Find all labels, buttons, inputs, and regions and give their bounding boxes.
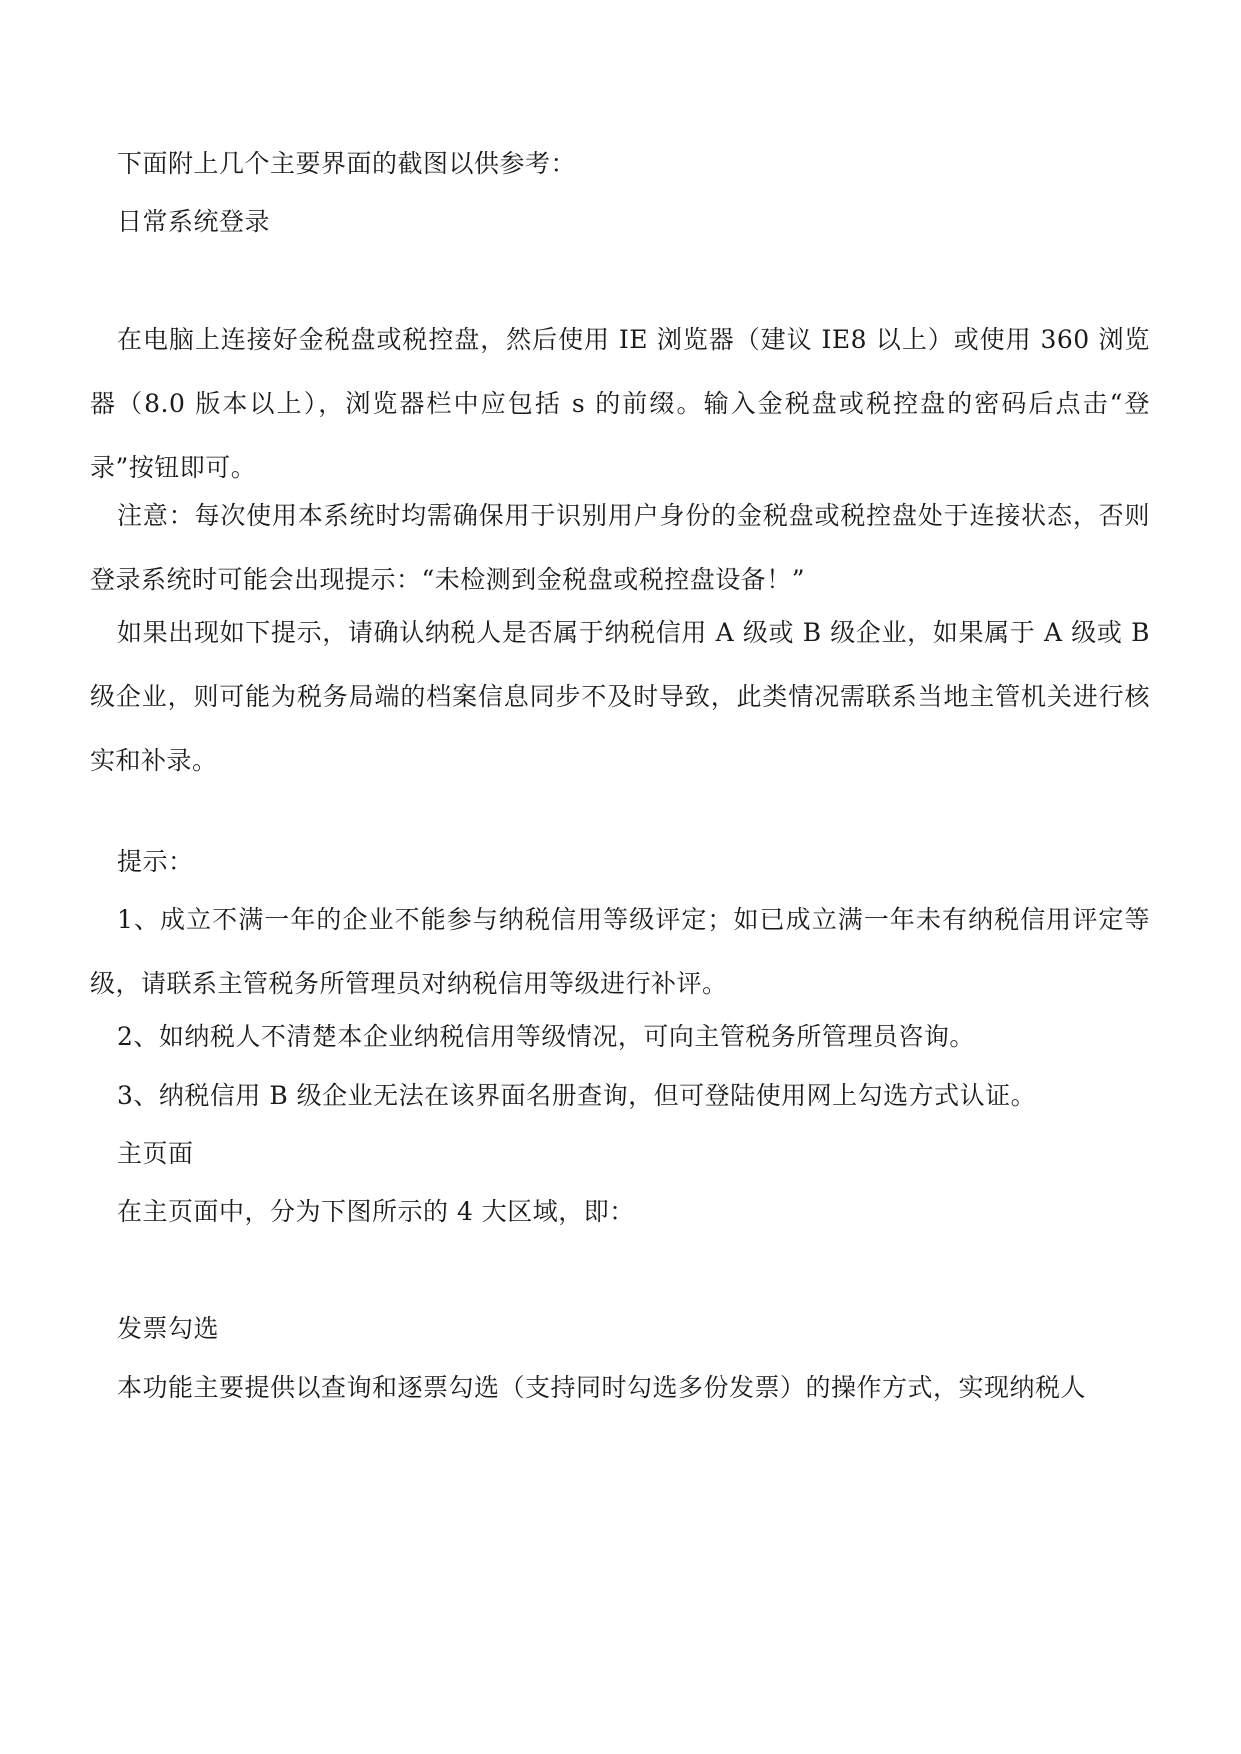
paragraph-intro: 下面附上几个主要界面的截图以供参考： bbox=[117, 149, 577, 178]
paragraph-credit-level: 如果出现如下提示，请确认纳税人是否属于纳税信用 A 级或 B 级企业，如果属于 A 级或 B 级企业，则可能为税务局端的档案信息同步不及时导致，此类情况需联系当地主管机关进行核实和补录。 bbox=[90, 618, 1150, 775]
tip-item-2: 2、如纳税人不清楚本企业纳税信用等级情况，可向主管税务所管理员咨询。 bbox=[117, 1022, 975, 1051]
heading-invoice-selection: 发票勾选 bbox=[117, 1314, 220, 1343]
tip-item-3: 3、纳税信用 B 级企业无法在该界面名册查询，但可登陆使用网上勾选方式认证。 bbox=[117, 1081, 1037, 1110]
paragraph-login-steps: 在电脑上连接好金税盘或税控盘，然后使用 IE 浏览器（建议 IE8 以上）或使用 360 浏览器（8.0 版本以上），浏览器栏中应包括 s 的前缀。输入金税盘或税控盘的密码后点击“登录”按钮即可。 bbox=[90, 325, 1150, 482]
heading-daily-login: 日常系统登录 bbox=[117, 207, 271, 236]
paragraph-notice: 注意：每次使用本系统时均需确保用于识别用户身份的金税盘或税控盘处于连接状态，否则登录系统时可能会出现提示：“未检测到金税盘或税控盘设备！” bbox=[90, 501, 1150, 594]
heading-tips: 提示： bbox=[117, 847, 194, 876]
paragraph-invoice-selection: 本功能主要提供以查询和逐票勾选（支持同时勾选多份发票）的操作方式，实现纳税人 bbox=[117, 1373, 1087, 1402]
tip-item-1: 1、成立不满一年的企业不能参与纳税信用等级评定；如已成立满一年未有纳税信用评定等级，请联系主管税务所管理员对纳税信用等级进行补评。 bbox=[90, 905, 1150, 998]
paragraph-main-page-areas: 在主页面中，分为下图所示的 4 大区域，即： bbox=[117, 1197, 635, 1226]
heading-main-page: 主页面 bbox=[117, 1139, 194, 1168]
